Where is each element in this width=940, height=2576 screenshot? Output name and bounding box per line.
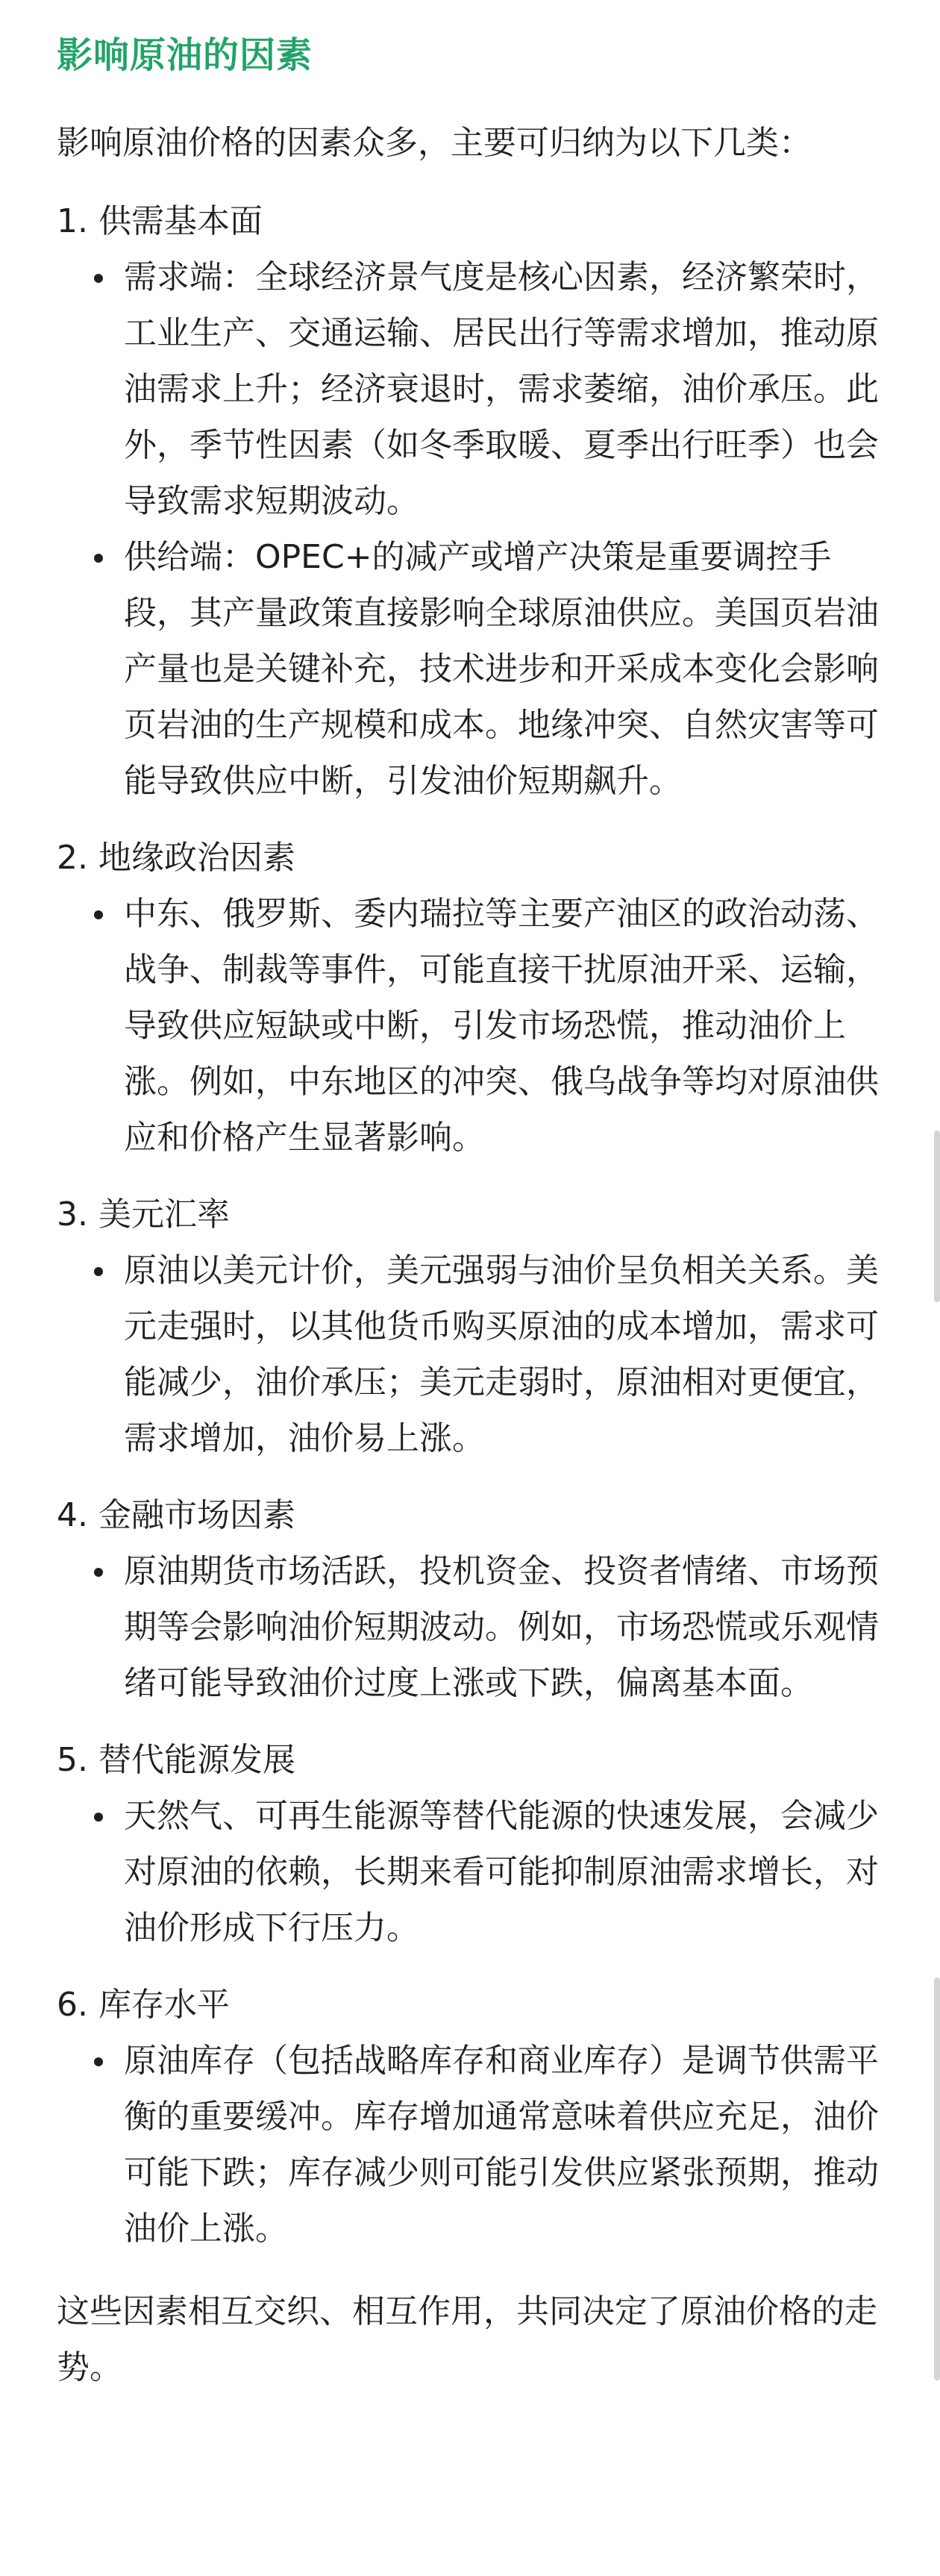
bullet-text: 需求端：全球经济景气度是核心因素，经济繁荣时，工业生产、交通运输、居民出行等需求增加，推动原油需求上升；经济衰退时，需求萎缩，油价承压。此外，季节性因素（如冬季取暖、夏季出行旺季）也会导致需求短期波动。 xyxy=(124,258,879,520)
bullet-text: 中东、俄罗斯、委内瑞拉等主要产油区的政治动荡、战争、制裁等事件，可能直接干扰原油开采、运输，导致供应短缺或中断，引发市场恐慌，推动油价上涨。例如，中东地区的冲突、俄乌战争等均对原油供应和价格产生显著影响。 xyxy=(124,895,879,1157)
section-heading: 4. 金融市场因素 xyxy=(57,1496,295,1534)
bullet-list xyxy=(57,1242,880,1466)
conclusion-paragraph: 这些因素相互交织、相互作用，共同决定了原油价格的走势。 xyxy=(57,2292,877,2386)
bullet-text: 供给端：OPEC+的减产或增产决策是重要调控手段，其产量政策直接影响全球原油供应。美国页岩油产量也是关键补充，技术进步和开采成本变化会影响页岩油的生产规模和成本。地缘冲突、自然灾害等可能导致供应中断，引发油价短期飙升。 xyxy=(124,538,879,800)
intro-paragraph: 影响原油价格的因素众多，主要可归纳为以下几类： xyxy=(57,124,812,162)
section-6 xyxy=(57,1977,880,2257)
section-heading: 6. 库存水平 xyxy=(57,1986,230,2024)
bullet-dot-icon xyxy=(94,2057,103,2066)
bullet-text: 原油以美元计价，美元强弱与油价呈负相关关系。美元走强时，以其他货币购买原油的成本增加，需求可能减少，油价承压；美元走弱时，原油相对更便宜，需求增加，油价易上涨。 xyxy=(124,1251,879,1457)
bullet-dot-icon xyxy=(94,910,103,919)
section-heading: 1. 供需基本面 xyxy=(57,202,263,240)
bullet-dot-icon xyxy=(94,1813,103,1822)
section-4 xyxy=(57,1487,880,1711)
section-5 xyxy=(57,1732,880,1956)
bullet-list xyxy=(57,1543,880,1711)
bullet-list xyxy=(57,1788,880,1956)
scrollbar-thumb[interactable] xyxy=(934,1131,940,1302)
bullet-dot-icon xyxy=(94,1267,103,1276)
bullet-dot-icon xyxy=(94,274,103,283)
bullet-dot-icon xyxy=(94,1568,103,1577)
list-item xyxy=(57,529,880,809)
article xyxy=(57,25,880,2395)
section-heading: 3. 美元汇率 xyxy=(57,1195,230,1234)
list-item xyxy=(57,2033,880,2257)
list-item xyxy=(57,1788,880,1956)
bullet-list xyxy=(57,249,880,809)
bullet-list xyxy=(57,2033,880,2257)
section-heading: 2. 地缘政治因素 xyxy=(57,839,295,877)
bullet-text: 原油期货市场活跃，投机资金、投资者情绪、市场预期等会影响油价短期波动。例如，市场恐慌或乐观情绪可能导致油价过度上涨或下跌，偏离基本面。 xyxy=(124,1552,879,1702)
bullet-text: 原油库存（包括战略库存和商业库存）是调节供需平衡的重要缓冲。库存增加通常意味着供应充足，油价可能下跌；库存减少则可能引发供应紧张预期，推动油价上涨。 xyxy=(124,2042,879,2248)
bullet-text: 天然气、可再生能源等替代能源的快速发展，会减少对原油的依赖，长期来看可能抑制原油需求增长，对油价形成下行压力。 xyxy=(124,1797,879,1947)
section-1 xyxy=(57,193,880,809)
section-2 xyxy=(57,830,880,1166)
scrollbar-thumb-secondary[interactable] xyxy=(934,1978,940,2380)
list-item xyxy=(57,1242,880,1466)
list-item xyxy=(57,886,880,1166)
section-heading: 5. 替代能源发展 xyxy=(57,1741,295,1779)
bullet-dot-icon xyxy=(94,554,103,563)
page-title: 影响原油的因素 xyxy=(57,34,313,76)
bullet-list xyxy=(57,886,880,1166)
list-item xyxy=(57,1543,880,1711)
list-item xyxy=(57,249,880,529)
section-3 xyxy=(57,1187,880,1466)
